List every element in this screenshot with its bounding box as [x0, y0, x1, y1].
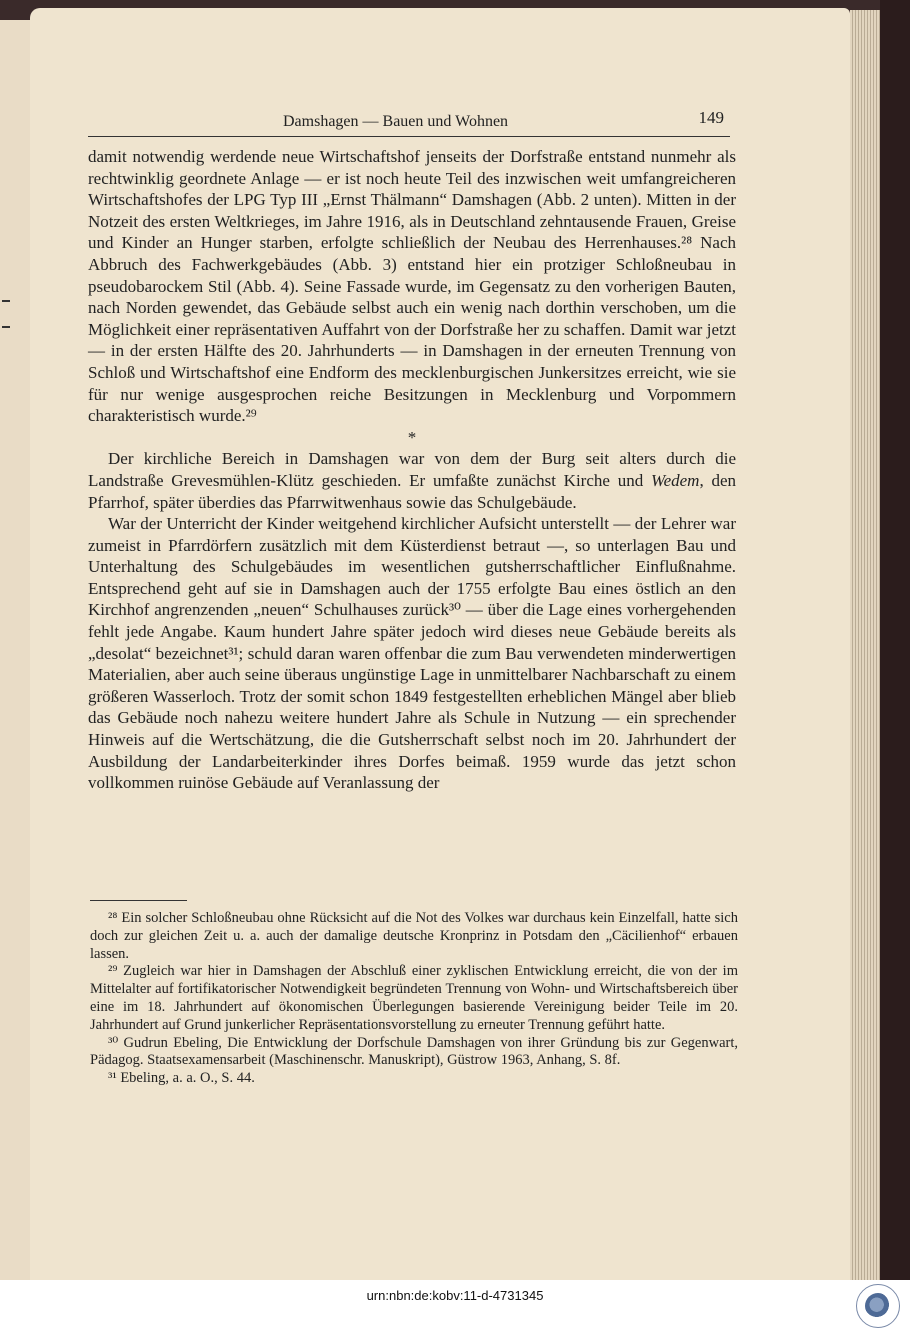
paragraph-3: War der Unterricht der Kinder weitgehend kirchlicher Aufsicht unterstellt — der Lehrer war zumeist in Pfarrdörfern zusätzlich mit dem Küsterdienst betraut —, so unterlagen Bau und Unterhaltung des Schulgebäudes im wesentlichen gutsherrschaftlicher Einflußnahme. Entsprechend geht auf sie in Damshagen auch der 1755 erfolgte Bau eines östlich an den Kirchhof angrenzenden „neuen“ Schulhauses zurück³⁰ — über die Lage eines vorhergehenden fehlt jede Angabe. Kaum hundert Jahre später jedoch wird dieses neue Gebäude bereits als „desolat“ bezeichnet³¹; schuld daran waren offenbar die zum Bau verwendeten minderwertigen Materialien, aber auch seine überaus ungünstige Lage in unmittelbarer Nachbarschaft zu einem größeren Wasserloch. Trotz der somit schon 1849 festgestellten erheblichen Mängel aber blieb das Gebäude noch nahezu weitere hundert Jahre als Schule in Nutzung — ein sprechender Hinweis auf die Wertschätzung, die die Gutsherrschaft selbst noch im 20. Jahrhundert der Ausbildung der Landarbeiterkinder ihres Dorfes beimaß. 1959 wurde das jetzt schon vollkommen ruinöse Gebäude auf Veranlassung der [88, 514, 736, 793]
footnote-30: ³⁰ Gudrun Ebeling, Die Entwicklung der Dorfschule Damshagen von ihrer Gründung bis zur Gegenwart, Pädagog. Staatsexamensarbeit (Maschinenschr. Manuskript), Güstrow 1963, Anhang, S. 8f. [90, 1034, 738, 1069]
left-page-mark [2, 300, 10, 302]
footnote-28: ²⁸ Ein solcher Schloßneubau ohne Rücksicht auf die Not des Volkes war durchaus kein Einzelfall, hatte sich doch zur gleichen Zeit u. a. auch der damalige deutsche Kronprinz in Potsdam den „Cäcilienhof“ erbauen lassen. [90, 910, 738, 962]
main-text [88, 146, 736, 794]
paragraph-2-start: Der kirchliche Bereich in Damshagen war von dem der Burg seit alters durch die Landstraße Grevesmühlen-Klütz geschieden. Er umfaßte zunächst Kirche und [88, 449, 736, 490]
urn-identifier: urn:nbn:de:kobv:11-d-4731345 [366, 1288, 544, 1303]
paragraph-2-end: , den Pfarrhof, später überdies das Pfarrwitwenhaus sowie das Schulgebäude. [88, 470, 737, 512]
left-page-edge [0, 20, 30, 1280]
running-title: Damshagen — Bauen und Wohnen [283, 113, 509, 130]
paragraph-1: damit notwendig werdende neue Wirtschaftshof jenseits der Dorfstraße entstand nunmehr als rechtwinklig geordnete Anlage — er ist noch heute Teil des inzwischen weit umfangreicheren Wirtschaftshofes der LPG Typ III „Ernst Thälmann“ Damshagen (Abb. 2 unten). Mitten in der Notzeit des ersten Weltkrieges, im Jahre 1916, als in Deutschland zehntausende Frauen, Greise und Kinder an Hunger starben, erfolgte schließlich der Neubau des Herrenhauses.²⁸ Nach Abbruch des Fachwerkgebäudes (Abb. 3) entstand hier ein protziger Schloßneubau in pseudobarockem Stil (Abb. 4). Seine Fassade wurde, im Gegensatz zu den vorherigen Bauten, nach Norden gewendet, das Gebäude selbst auch ein wenig nach dorthin verschoben, um die Möglichkeit einer repräsentativen Auffahrt von der Dorfstraße her zu schaffen. Damit war jetzt — in der ersten Hälfte des 20. Jahrhunderts — in Damshagen in der erneuten Trennung von Schloß und Wirtschaftshof eine Endform des mecklenburgischen Junkersitzes erreicht, wie sie für nur wenige ausgesprochen reiche Besitzungen in Mecklenburg und Vorpommern charakteristisch wurde.²⁹ [88, 147, 736, 426]
left-page-mark [2, 326, 10, 328]
page-stack-edge [850, 10, 880, 1280]
footnotes [90, 910, 738, 1088]
footnote-29: ²⁹ Zugleich war hier in Damshagen der Abschluß einer zyklischen Entwicklung erreicht, die von der im Mittelalter auf fortifikatorischer Notwendigkeit begründeten Trennung von Wohn- und Wirtschaftsbereich über eine im 18. Jahrhundert auf ökonomischen Überlegungen basierende Vereinigung beider Teile im 20. Jahrhundert auf Grund junkerlicher Repräsentationsvorstellung zu erneuter Trennung geführt hatte. [90, 963, 738, 1033]
page-number: 149 [698, 108, 724, 127]
paragraph-2 [88, 448, 736, 513]
footnote-31: ³¹ Ebeling, a. a. O., S. 44. [108, 1070, 255, 1087]
book-cover-edge [880, 0, 910, 1280]
section-separator: * [407, 427, 417, 447]
footnote-rule [90, 900, 187, 901]
seal-emblem-icon [865, 1293, 891, 1319]
page-header [88, 108, 730, 137]
university-seal-icon [856, 1284, 900, 1328]
paragraph-2-italic-term: Wedem [650, 470, 700, 490]
